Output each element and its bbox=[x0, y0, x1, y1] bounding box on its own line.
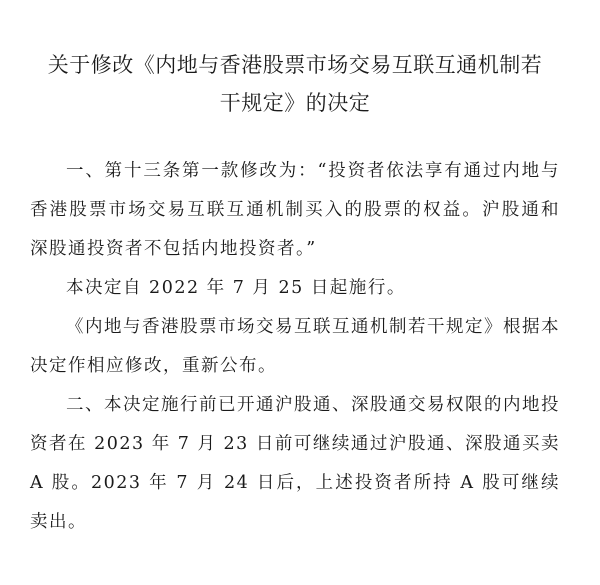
document-body bbox=[30, 152, 560, 542]
paragraph-transition-rule: 二、本决定施行前已开通沪股通、深股通交易权限的内地投资者在 2023 年 7 月 23 日前可继续通过沪股通、深股通买卖 A 股。2023 年 7 月 24 日后，上述投资者所持 A 股可继续卖出。 bbox=[30, 395, 560, 532]
paragraph-republication: 《内地与香港股票市场交易互联互通机制若干规定》根据本决定作相应修改，重新公布。 bbox=[30, 317, 560, 376]
paragraph-article-13-amendment: 一、第十三条第一款修改为：“投资者依法享有通过内地与香港股票市场交易互联互通机制买入的股票的权益。沪股通和深股通投资者不包括内地投资者。” bbox=[30, 161, 560, 259]
title-line-2: 干规定》的决定 bbox=[219, 91, 371, 115]
paragraph-effective-date: 本决定自 2022 年 7 月 25 日起施行。 bbox=[66, 278, 406, 298]
title-line-1: 关于修改《内地与香港股票市场交易互联互通机制若 bbox=[47, 53, 543, 77]
document-title bbox=[30, 0, 560, 122]
